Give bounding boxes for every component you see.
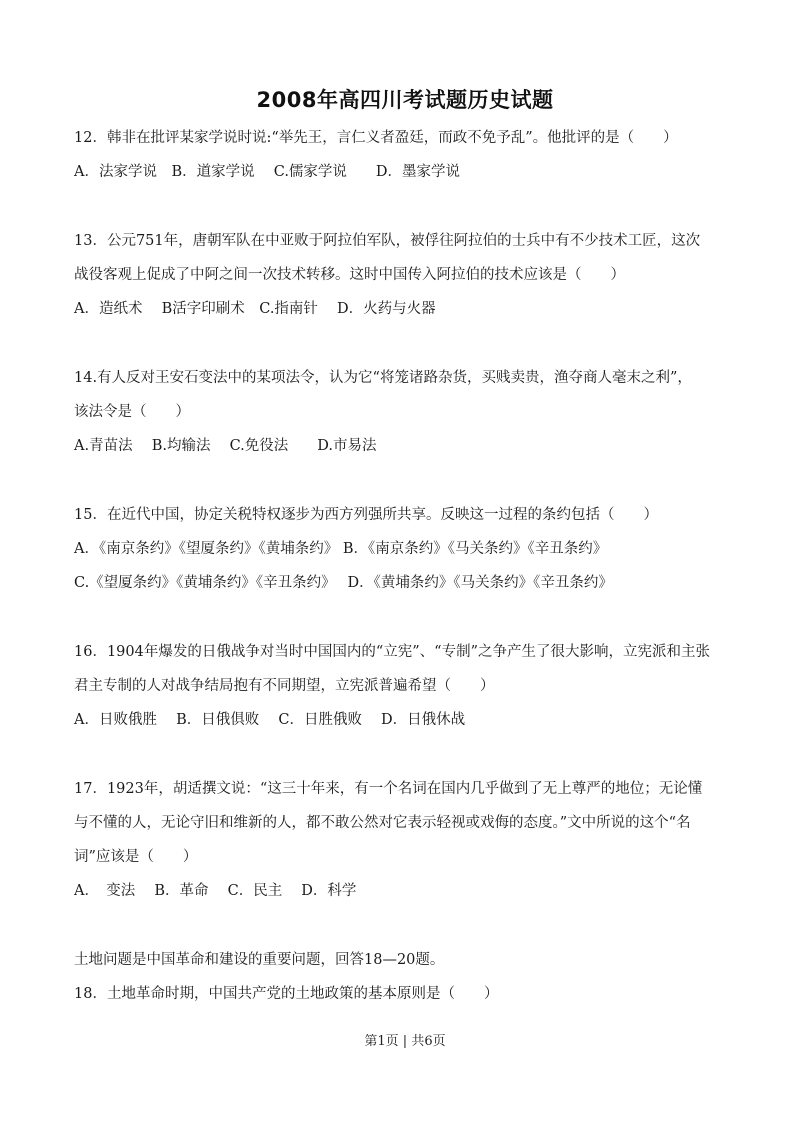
question-16-stem-line-2: 君主专制的人对战争结局抱有不同期望，立宪派普遍希望（ ） bbox=[74, 678, 495, 694]
question-14-options: A.青苗法 B.均输法 C.免役法 D.市易法 bbox=[74, 438, 377, 454]
question-17-stem-line-3: 词”应该是（ ） bbox=[74, 849, 198, 865]
question-17-stem-line-2: 与不懂的人，无论守旧和维新的人，都不敢公然对它表示轻视或戏侮的态度。”文中所说的这个“名 bbox=[74, 815, 691, 831]
question-18-stem: 18．土地革命时期，中国共产党的土地政策的基本原则是（ ） bbox=[74, 986, 499, 1002]
question-16-stem-line-1: 16．1904年爆发的日俄战争对当时中国国内的“立宪”、“专制”之争产生了很大影响，立宪派和主张 bbox=[74, 644, 710, 660]
question-17-options: A． 变法 B．革命 C．民主 D．科学 bbox=[74, 883, 357, 899]
question-14-stem-line-1: 14.有人反对王安石变法中的某项法令，认为它“将笼诸路杂货，买贱卖贵，渔夺商人毫末之利”， bbox=[74, 370, 692, 386]
question-17-stem-line-1: 17．1923年，胡适撰文说：“这三十年来，有一个名词在国内几乎做到了无上尊严的地位；无论懂 bbox=[74, 781, 703, 797]
question-14-stem-line-2: 该法令是（ ） bbox=[74, 404, 190, 420]
question-15-stem: 15．在近代中国，协定关税特权逐步为西方列强所共享。反映这一过程的条约包括（ ） bbox=[74, 507, 658, 523]
page-footer: 第1页 | 共6页 bbox=[364, 1034, 446, 1049]
question-16-options: A．日败俄胜 B．日俄俱败 C．日胜俄败 D．日俄休战 bbox=[74, 712, 466, 728]
question-15-options-ab: A．《南京条约》《望厦条约》《黄埔条约》 B．《南京条约》《马关条约》《辛丑条约》 bbox=[74, 541, 608, 557]
question-13-stem-line-2: 战役客观上促成了中阿之间一次技术转移。这时中国传入阿拉伯的技术应该是（ ） bbox=[74, 267, 625, 283]
page-title: 2008年高四川考试题历史试题 bbox=[256, 88, 554, 112]
question-15-options-cd: C.《望厦条约》《黄埔条约》《辛丑条约》 D．《黄埔条约》《马关条约》《辛丑条约》 bbox=[74, 575, 613, 591]
question-12-options: A．法家学说 B．道家学说 C.儒家学说 D．墨家学说 bbox=[74, 164, 461, 180]
question-12-stem: 12．韩非在批评某家学说时说:“举先王，言仁义者盈廷，而政不免予乱”。他批评的是（ ） bbox=[74, 130, 678, 146]
question-13-stem-line-1: 13．公元751年，唐朝军队在中亚败于阿拉伯军队，被俘往阿拉伯的士兵中有不少技术工匠，这次 bbox=[74, 233, 701, 249]
question-13-options: A．造纸术 B活字印刷术 C.指南针 D．火药与火器 bbox=[74, 301, 436, 317]
section-intro-18-20: 土地问题是中国革命和建设的重要问题，回答18—20题。 bbox=[74, 952, 445, 968]
